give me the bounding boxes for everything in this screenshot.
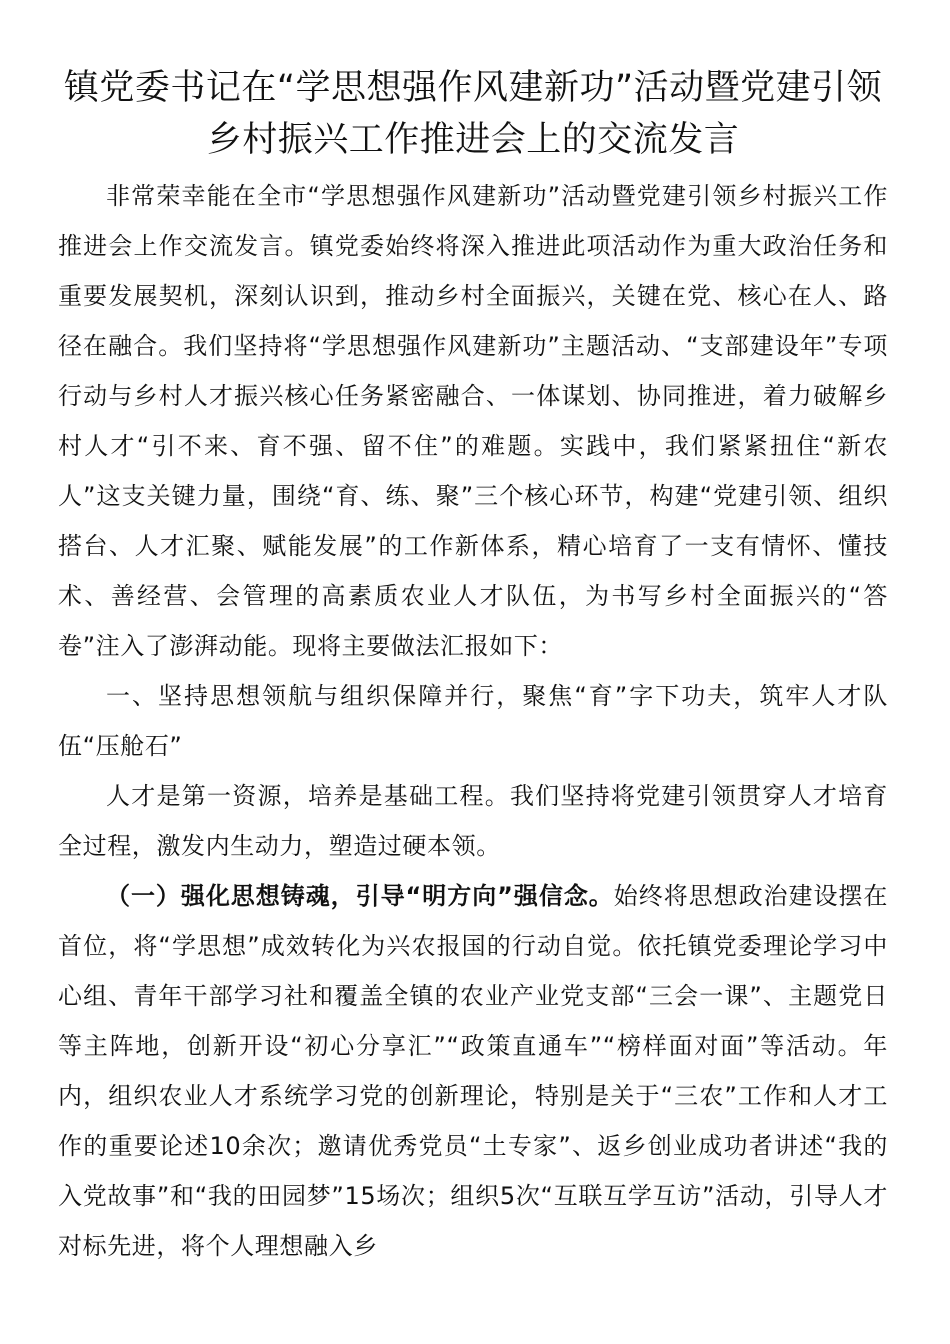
intro-paragraph: 非常荣幸能在全市“学思想强作风建新功”活动暨党建引领乡村振兴工作推进会上作交流发言。镇党委始终将深入推进此项活动作为重大政治任务和重要发展契机，深刻认识到，推动乡村全面振兴，关键在党、核心在人、路径在融合。我们坚持将“学思想强作风建新功”主题活动、“支部建设年”专项行动与乡村人才振兴核心任务紧密融合、一体谋划、协同推进，着力破解乡村人才“引不来、育不强、留不住”的难题。实践中，我们紧紧扭住“新农人”这支关键力量，围绕“育、练、聚”三个核心环节，构建“党建引领、组织搭台、人才汇聚、赋能发展”的工作新体系，精心培育了一支有情怀、懂技术、善经营、会管理的高素质农业人才队伍，为书写乡村全面振兴的“答卷”注入了澎湃动能。现将主要做法汇报如下： xyxy=(58,182,888,660)
section-1-heading: 一、坚持思想领航与组织保障并行，聚焦“育”字下功夫，筑牢人才队伍“压舱石” xyxy=(58,682,888,760)
document-title: 镇党委书记在“学思想强作风建新功”活动暨党建引领乡村振兴工作推进会上的交流发言 xyxy=(63,68,883,160)
subsection-1-paragraph xyxy=(58,871,888,1271)
subsection-1-body: 始终将思想政治建设摆在首位，将“学思想”成效转化为兴农报国的行动自觉。依托镇党委理论学习中心组、青年干部学习社和覆盖全镇的农业产业党支部“三会一课”、主题党日等主阵地，创新开设“初心分享汇”“政策直通车”“榜样面对面”等活动。年内，组织农业人才系统学习党的创新理论，特别是关于“三农”工作和人才工作的重要论述10余次；邀请优秀党员“土专家”、返乡创业成功者讲述“我的入党故事”和“我的田园梦”15场次；组织5次“互联互学互访”活动，引导人才对标先进，将个人理想融入乡 xyxy=(58,882,888,1260)
section-1-intro: 人才是第一资源，培养是基础工程。我们坚持将党建引领贯穿人才培育全过程，激发内生动力，塑造过硬本领。 xyxy=(58,782,888,860)
subsection-1-heading: （一）强化思想铸魂，引导“明方向”强信念。 xyxy=(106,882,614,910)
document-page xyxy=(58,62,888,1271)
